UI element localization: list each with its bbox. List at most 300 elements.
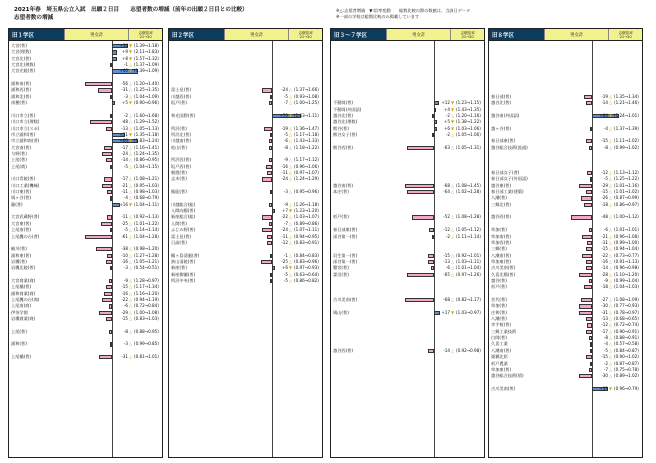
school-row xyxy=(9,227,162,233)
rate-change: (1.27→1.28) xyxy=(134,252,159,258)
school-name: 吉川美南(普) xyxy=(491,385,516,391)
legend-notes xyxy=(336,8,636,20)
decrease-bar xyxy=(589,228,592,232)
decrease-bar xyxy=(584,285,592,289)
rate-change: (1.20→1.16) xyxy=(456,112,481,118)
school-name: 川口工業(機械) xyxy=(11,182,40,188)
decrease-bar xyxy=(102,298,112,302)
school-row xyxy=(489,126,642,132)
count-change: -5 xyxy=(123,163,128,169)
rate-change: (1.03→1.07) xyxy=(294,214,319,220)
decrease-bar xyxy=(106,158,112,162)
school-name: 白岡(普) xyxy=(491,335,507,341)
school-row xyxy=(9,265,162,271)
decrease-bar xyxy=(96,247,112,251)
up-triangle-icon: △ xyxy=(451,182,455,188)
rate-change: (1.57→1.32) xyxy=(134,55,159,61)
decrease-bar xyxy=(267,235,272,239)
school-name: 幸手桜(普) xyxy=(491,322,512,328)
rate-label-line1: 志願倍率 xyxy=(460,30,475,35)
up-triangle-icon: △ xyxy=(129,220,133,226)
decrease-bar xyxy=(262,88,272,92)
rate-change: (0.72→0.74) xyxy=(614,322,639,328)
rate-change: (1.01→1.16) xyxy=(614,182,639,188)
school-name: 岩槻北陵(普) xyxy=(11,265,36,271)
count-change: -24 xyxy=(121,150,128,156)
school-name: 越谷総合技術(情) xyxy=(491,373,524,379)
up-triangle-icon: △ xyxy=(451,112,455,118)
school-name: 富士見(普) xyxy=(171,233,192,239)
school-row xyxy=(489,202,642,208)
up-triangle-icon: △ xyxy=(289,189,293,195)
school-row xyxy=(331,272,484,278)
count-change: -5 xyxy=(283,93,288,99)
school-row xyxy=(9,164,162,170)
school-row xyxy=(9,221,162,227)
school-name: 草加西(普) xyxy=(491,239,512,245)
rate-change: (0.83→0.96) xyxy=(294,258,319,264)
school-row xyxy=(489,145,642,151)
panel-title: 旧３～７学区 xyxy=(331,29,386,40)
school-name: 川越総合(総) xyxy=(171,201,196,207)
decrease-bar xyxy=(262,228,272,232)
school-row xyxy=(9,49,162,55)
decrease-bar xyxy=(85,82,112,86)
decrease-bar xyxy=(269,222,272,226)
school-name: 八潮(普) xyxy=(491,195,507,201)
count-change: -17 xyxy=(601,328,608,334)
school-name: 草加南(普) xyxy=(491,233,512,239)
rate-change: (1.20→1.40) xyxy=(134,81,159,87)
count-change: +39 xyxy=(599,385,608,391)
count-change: +17 xyxy=(441,309,450,315)
school-row xyxy=(9,202,162,208)
school-name: 八潮南(普) xyxy=(491,347,512,353)
up-triangle-icon: △ xyxy=(451,214,455,220)
decrease-bar xyxy=(269,146,272,150)
up-triangle-icon: △ xyxy=(129,125,133,131)
up-triangle-icon: △ xyxy=(129,252,133,258)
count-change: -15 xyxy=(121,284,128,290)
count-change: -5 xyxy=(283,271,288,277)
school-row xyxy=(169,214,322,220)
rate-change: (1.17→1.18) xyxy=(294,131,319,137)
school-name: 草加東(普) xyxy=(491,366,512,372)
count-change: -15 xyxy=(601,138,608,144)
school-row xyxy=(9,183,162,189)
school-name: 浦和北(普) xyxy=(11,93,32,99)
rate-label-line2: 21→20 xyxy=(461,34,474,39)
count-change: -5 xyxy=(283,131,288,137)
rate-change: (1.17→1.34) xyxy=(134,284,159,290)
school-row xyxy=(9,81,162,87)
school-row xyxy=(489,284,642,290)
down-triangle-icon: ▼ xyxy=(129,49,133,55)
school-name: ふじみ野(普) xyxy=(171,227,196,233)
down-triangle-icon: ▼ xyxy=(289,208,293,214)
decrease-bar xyxy=(267,241,272,245)
rate-change: (0.89→0.86) xyxy=(294,220,319,226)
decrease-bar xyxy=(590,127,592,131)
count-change: -9 xyxy=(123,277,128,283)
school-name: 川口東(普) xyxy=(11,189,32,195)
rate-change: (0.68→0.65) xyxy=(614,316,639,322)
school-row xyxy=(169,170,322,176)
school-name: 川口市立(スポ) xyxy=(11,125,40,131)
up-triangle-icon: △ xyxy=(609,328,613,334)
count-change: -12 xyxy=(601,170,608,175)
count-change: +60 xyxy=(119,138,128,144)
count-change: -2 xyxy=(603,360,608,366)
school-row xyxy=(331,145,484,151)
count-change: -15 xyxy=(121,316,128,322)
rate-change: (2.11→1.83) xyxy=(134,49,159,55)
decrease-bar xyxy=(590,342,592,346)
school-row xyxy=(489,278,642,284)
count-change: -18 xyxy=(601,201,608,207)
up-triangle-icon: △ xyxy=(129,354,133,360)
up-triangle-icon: △ xyxy=(451,131,455,137)
school-row xyxy=(9,278,162,284)
school-name: 上尾橘(普) xyxy=(11,284,32,290)
school-row xyxy=(169,94,322,100)
school-name: 富士見(普) xyxy=(171,87,192,93)
school-name: 吉川美南(普) xyxy=(333,297,358,302)
decrease-bar xyxy=(270,133,272,137)
decrease-bar xyxy=(110,266,112,270)
rate-change: (1.24→1.29) xyxy=(294,176,319,182)
count-change: -61 xyxy=(121,233,128,239)
rate-change: (0.83→1.03) xyxy=(134,316,159,322)
school-name: 上尾(普) xyxy=(11,328,27,334)
up-triangle-icon: △ xyxy=(451,233,455,239)
school-name: 大宮(普) xyxy=(11,43,27,48)
up-triangle-icon: △ xyxy=(129,277,133,283)
school-row xyxy=(489,354,642,360)
school-name: 杉戸(普) xyxy=(333,214,349,220)
panel-column-label: 男女計 xyxy=(224,29,288,40)
school-name: 三郷工業技術 xyxy=(491,328,517,334)
school-name: 朝霞(普) xyxy=(171,170,187,175)
up-triangle-icon: △ xyxy=(609,303,613,309)
school-row xyxy=(331,227,484,233)
decrease-bar xyxy=(579,184,592,188)
up-triangle-icon: △ xyxy=(609,341,613,347)
school-name: 坂戸西(普) xyxy=(171,163,192,169)
school-name: 入間向陽(普) xyxy=(171,208,196,214)
school-name: 狭山清陵(普) xyxy=(171,258,196,264)
decrease-bar xyxy=(589,368,592,372)
school-row xyxy=(489,335,642,341)
count-change: -3 xyxy=(123,265,128,271)
rate-change: (0.95→0.96) xyxy=(294,189,319,195)
rate-change: (0.91→1.13) xyxy=(614,258,639,264)
count-change: -16 xyxy=(121,258,128,264)
rate-change: (1.26→1.18) xyxy=(294,201,319,207)
school-row xyxy=(331,265,484,271)
decrease-bar xyxy=(109,330,112,334)
school-row xyxy=(169,272,322,278)
decrease-bar xyxy=(106,127,112,131)
rate-change: (0.99→1.04) xyxy=(614,277,639,283)
count-change: -11 xyxy=(601,239,608,245)
panel-column-label: 男女計 xyxy=(64,29,128,40)
up-triangle-icon: △ xyxy=(129,176,133,182)
rate-change: (0.88→0.95) xyxy=(134,328,159,334)
decrease-bar xyxy=(107,190,112,194)
count-change: +36 xyxy=(119,43,128,48)
school-name: 八潮南(普) xyxy=(491,252,512,258)
school-name: 春日部女子(普) xyxy=(491,170,520,175)
up-triangle-icon: △ xyxy=(609,195,613,201)
panel-rate-label xyxy=(128,29,162,40)
school-row xyxy=(489,265,642,271)
up-triangle-icon: △ xyxy=(289,233,293,239)
rate-change: (1.02→1.28) xyxy=(456,189,481,195)
school-row xyxy=(331,259,484,265)
count-change: -30 xyxy=(601,303,608,309)
count-change: -11 xyxy=(281,233,288,239)
up-triangle-icon: △ xyxy=(451,189,455,195)
rate-change: (0.68→0.79) xyxy=(134,195,159,201)
count-change: -30 xyxy=(601,373,608,379)
school-name: 大宮南(普) xyxy=(11,144,32,150)
decrease-bar xyxy=(102,152,112,156)
decrease-bar xyxy=(431,266,434,270)
up-triangle-icon: △ xyxy=(129,284,133,290)
school-row xyxy=(489,253,642,259)
school-row xyxy=(169,240,322,246)
school-name: 不動岡(普) xyxy=(333,100,354,106)
decrease-bar xyxy=(590,349,592,353)
panel-header xyxy=(9,29,162,41)
school-row xyxy=(169,164,322,170)
decrease-bar xyxy=(104,146,112,150)
school-name: 南稜(普) xyxy=(11,100,27,106)
up-triangle-icon: △ xyxy=(129,119,133,125)
school-name: 桶川(普) xyxy=(11,246,27,252)
school-row xyxy=(489,100,642,106)
school-name: 杉戸(普) xyxy=(491,284,507,290)
decrease-bar xyxy=(579,304,592,308)
school-name: 川越西(普) xyxy=(171,93,192,99)
rate-change: (0.95→1.03) xyxy=(134,182,159,188)
count-change: -27 xyxy=(601,297,608,302)
school-row xyxy=(489,341,642,347)
up-triangle-icon: △ xyxy=(609,297,613,302)
school-row xyxy=(9,138,162,144)
school-row xyxy=(331,310,484,316)
up-triangle-icon: △ xyxy=(129,93,133,99)
school-row xyxy=(489,227,642,233)
rate-change: (1.05→1.06) xyxy=(456,131,481,137)
up-triangle-icon: △ xyxy=(289,227,293,233)
decrease-bar xyxy=(270,95,272,99)
count-change: -6 xyxy=(123,303,128,309)
school-name: 新座柳瀬(普) xyxy=(171,271,196,277)
school-name: 越谷北(普) xyxy=(333,112,354,118)
rate-change: (1.23→1.20) xyxy=(294,208,319,214)
rate-label-line2: 21→20 xyxy=(139,34,152,39)
school-row xyxy=(9,354,162,360)
rate-change: (1.07→1.11) xyxy=(294,227,319,233)
school-name: 伊奈学園 xyxy=(11,309,28,315)
count-change: -4 xyxy=(123,195,128,201)
school-row xyxy=(489,234,642,240)
count-change: -13 xyxy=(443,258,450,264)
school-name: 飯能(普) xyxy=(171,189,187,195)
school-name: 与野(普) xyxy=(11,150,27,156)
rate-change: (0.98→1.03) xyxy=(134,189,159,195)
up-triangle-icon: △ xyxy=(129,265,133,271)
decrease-bar xyxy=(269,101,272,105)
school-row xyxy=(331,189,484,195)
decrease-bar xyxy=(571,215,592,219)
count-change: -24 xyxy=(281,227,288,233)
school-name: 熊谷女子(普) xyxy=(333,131,358,137)
panel-rate-label xyxy=(608,29,642,40)
count-change: -2 xyxy=(123,112,128,118)
decrease-bar xyxy=(262,215,272,219)
school-row xyxy=(9,189,162,195)
rate-change: (1.35→1.34) xyxy=(614,93,639,99)
decrease-bar xyxy=(99,355,112,359)
decrease-bar xyxy=(586,101,592,105)
note-line-1: ※△:志望者増減 ▼:倍率変動 総数比較の際の数値は、当該日データ xyxy=(336,8,471,13)
count-change: -8 xyxy=(123,328,128,334)
up-triangle-icon: △ xyxy=(129,62,133,68)
school-name: 大宮北(普) xyxy=(11,55,32,61)
school-row xyxy=(9,310,162,316)
decrease-bar xyxy=(579,311,592,315)
school-row xyxy=(169,176,322,182)
count-change: -11 xyxy=(121,214,128,220)
rate-change: (0.92→1.13) xyxy=(134,214,159,220)
rate-label-line1: 志願倍率 xyxy=(138,30,153,35)
school-row xyxy=(489,316,642,322)
school-name: 浦和東(普) xyxy=(11,252,32,258)
school-name: 三郷北(普) xyxy=(491,201,512,207)
school-row xyxy=(489,176,642,182)
school-name: 市立浦和(普) xyxy=(11,131,36,137)
rate-change: (1.01→1.22) xyxy=(134,220,159,226)
decrease-bar xyxy=(407,190,434,194)
count-change: -15 xyxy=(601,246,608,252)
rate-change: (1.18→1.22) xyxy=(294,144,319,150)
count-change: -5 xyxy=(123,227,128,233)
school-name: 深谷第一(普) xyxy=(333,258,358,264)
rate-change: (0.87→0.87) xyxy=(614,360,639,366)
up-triangle-icon: △ xyxy=(609,309,613,315)
up-triangle-icon: △ xyxy=(129,189,133,195)
rate-change: (1.23→1.15) xyxy=(456,100,481,106)
rate-change: (0.94→1.19) xyxy=(134,297,159,302)
rate-change: (1.37→1.66) xyxy=(294,87,319,93)
school-row xyxy=(9,214,162,220)
panel-rate-label xyxy=(450,29,484,40)
count-change: -26 xyxy=(601,195,608,201)
up-triangle-icon: △ xyxy=(609,284,613,290)
school-row xyxy=(169,132,322,138)
count-change: +5 xyxy=(443,119,450,125)
up-triangle-icon: △ xyxy=(289,138,293,144)
count-change: +6 xyxy=(281,265,288,271)
up-triangle-icon: △ xyxy=(609,182,613,188)
school-name: 川口市立(理数) xyxy=(11,119,40,125)
decrease-bar xyxy=(270,273,272,277)
down-triangle-icon: ▼ xyxy=(129,201,133,207)
school-row xyxy=(9,341,162,347)
school-name: 岩槻商業(商) xyxy=(11,316,36,322)
count-change: -5 xyxy=(603,176,608,182)
school-name: 浦和商業(商) xyxy=(11,290,36,296)
up-triangle-icon: △ xyxy=(609,214,613,220)
rate-change: (0.88→0.91) xyxy=(614,335,639,341)
up-triangle-icon: △ xyxy=(129,182,133,188)
school-row xyxy=(489,183,642,189)
up-triangle-icon: △ xyxy=(609,239,613,245)
panel-rate-label xyxy=(288,29,322,40)
school-name: 川口青陵(普) xyxy=(11,176,36,182)
school-name: 八潮(普) xyxy=(491,316,507,322)
school-name: 宮代(普) xyxy=(491,297,507,302)
decrease-bar xyxy=(586,355,592,359)
school-name: 鳩ヶ谷(普) xyxy=(11,195,32,201)
rate-change: (0.73→0.77) xyxy=(614,252,639,258)
up-triangle-icon: △ xyxy=(129,214,133,220)
decrease-bar xyxy=(589,146,592,150)
school-row xyxy=(9,132,162,138)
decrease-bar xyxy=(589,336,592,340)
decrease-bar xyxy=(587,171,592,175)
count-change: -13 xyxy=(601,316,608,322)
panel-body xyxy=(9,41,162,457)
school-name: 大宮武蔵野(普) xyxy=(11,214,40,220)
school-row xyxy=(9,113,162,119)
school-row xyxy=(169,208,322,214)
school-name: 不動岡(外国語) xyxy=(333,106,362,112)
up-triangle-icon: △ xyxy=(129,341,133,347)
school-name: 庄和(普) xyxy=(491,309,507,315)
count-change: -9 xyxy=(283,201,288,207)
up-triangle-icon: △ xyxy=(609,335,613,341)
count-change: -9 xyxy=(283,157,288,163)
count-change: -25 xyxy=(281,258,288,264)
decrease-bar xyxy=(85,235,112,239)
school-row xyxy=(169,227,322,233)
count-change: -7 xyxy=(603,366,608,372)
school-row xyxy=(169,234,322,240)
count-change: -48 xyxy=(121,119,128,125)
up-triangle-icon: △ xyxy=(289,277,293,283)
school-row xyxy=(9,329,162,335)
count-change: -14 xyxy=(601,265,608,271)
school-name: 上尾南(商) xyxy=(11,303,32,309)
panel-title: 旧１学区 xyxy=(9,29,64,40)
decrease-bar xyxy=(587,323,592,327)
decrease-bar xyxy=(267,171,272,175)
count-change: -22 xyxy=(281,214,288,220)
decrease-bar xyxy=(110,196,112,200)
count-change: -24 xyxy=(281,87,288,93)
school-row xyxy=(489,170,642,176)
down-triangle-icon: ▼ xyxy=(451,119,455,125)
school-row xyxy=(9,151,162,157)
count-change: -52 xyxy=(443,214,450,220)
count-change: +7 xyxy=(281,208,288,214)
down-triangle-icon: ▼ xyxy=(451,100,455,106)
count-change: -5 xyxy=(603,347,608,353)
